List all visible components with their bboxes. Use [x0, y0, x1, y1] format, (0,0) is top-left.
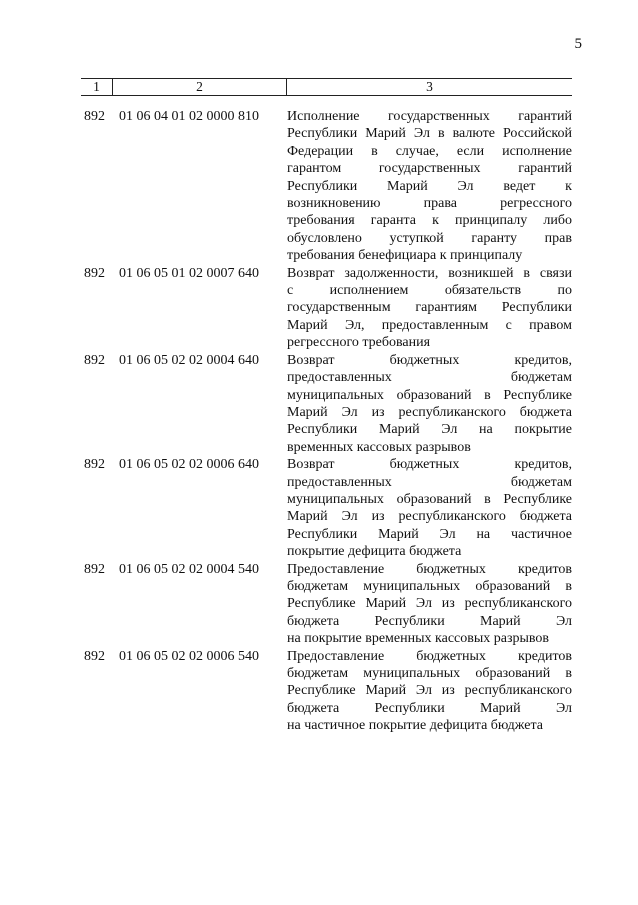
description-line: бюджета Республики Марий Эл [287, 613, 572, 629]
description-line: предоставленных бюджетам [287, 474, 572, 490]
description-line: Республики Марий Эл на покрытие [287, 422, 572, 438]
description-line: предоставленных бюджетам [287, 370, 572, 386]
table-body [81, 108, 572, 735]
description-line: Республике Марий Эл из республиканского [287, 596, 572, 612]
description-cell [287, 648, 572, 735]
description-line: Республики Марий Эл в валюте Российской [287, 126, 572, 142]
admin-code-cell: 892 [84, 109, 105, 124]
description-cell [287, 352, 572, 456]
description-line: бюджета Республики Марий Эл [287, 700, 572, 716]
budget-code-cell: 01 06 05 02 02 0004 640 [119, 352, 259, 368]
description-line: обусловлено уступкой гаранту прав [287, 230, 572, 246]
description-line: возникновению права регрессного [287, 196, 572, 212]
description-line: государственным гарантиям Республики [287, 300, 572, 316]
description-cell [287, 561, 572, 648]
table-row [81, 265, 572, 352]
description-line: Возврат бюджетных кредитов, [287, 352, 572, 368]
description-line: Предоставление бюджетных кредитов [287, 648, 572, 664]
page-number: 5 [574, 36, 582, 52]
description-line: Марий Эл из республиканского бюджета [287, 404, 572, 420]
admin-code-cell: 892 [84, 457, 105, 473]
description-line: на частичное покрытие дефицита бюджета [287, 718, 543, 734]
description-line: Возврат задолженности, возникшей в связи [287, 265, 572, 281]
budget-code-cell: 01 06 05 01 02 0007 640 [119, 265, 259, 281]
table-row [81, 108, 572, 265]
description-line: Марий Эл, предоставленным с правом [287, 317, 572, 333]
column-header-3: 3 [426, 79, 433, 94]
admin-code-cell: 892 [84, 352, 105, 368]
column-header-2: 2 [113, 79, 287, 95]
description-line: Федерации в случае, если исполнение [287, 143, 572, 159]
description-line: бюджетам муниципальных образований в [287, 578, 572, 594]
table-row [81, 648, 572, 735]
column-header-1: 1 [81, 79, 113, 95]
description-cell [287, 108, 572, 265]
description-line: Марий Эл из республиканского бюджета [287, 509, 572, 525]
table-row [81, 561, 572, 648]
budget-code-cell: 01 06 05 02 02 0006 640 [119, 457, 259, 473]
description-line: бюджетам муниципальных образований в [287, 666, 572, 681]
admin-code-cell: 892 [84, 265, 105, 281]
description-line: на покрытие временных кассовых разрывов [287, 631, 550, 647]
description-line: регрессного требования [287, 335, 431, 351]
admin-code-cell: 892 [84, 561, 105, 577]
table-row [81, 456, 572, 560]
budget-code-cell: 01 06 05 02 02 0004 540 [119, 561, 259, 577]
table-header [81, 78, 572, 96]
description-line: Республике Марий Эл из республиканского [287, 683, 572, 699]
description-line: Возврат бюджетных кредитов, [287, 457, 572, 473]
budget-code-cell: 01 06 04 01 02 0000 810 [119, 109, 259, 124]
description-line: с исполнением обязательств по [287, 283, 572, 299]
description-line: Республики Марий Эл ведет к [287, 178, 572, 194]
description-line: гарантом государственных гарантий [287, 161, 572, 177]
description-line: покрытие дефицита бюджета [287, 544, 462, 560]
table-row [81, 352, 572, 456]
description-line: Предоставление бюджетных кредитов [287, 561, 572, 577]
description-line: Исполнение государственных гарантий [287, 109, 572, 124]
description-line: временных кассовых разрывов [287, 439, 471, 455]
description-cell [287, 456, 572, 560]
description-line: требования бенефициара к принципалу [287, 248, 523, 264]
description-cell [287, 265, 572, 352]
description-line: муниципальных образований в Республике [287, 387, 572, 403]
budget-code-cell: 01 06 05 02 02 0006 540 [119, 648, 259, 664]
description-line: муниципальных образований в Республике [287, 491, 572, 507]
description-line: Республики Марий Эл на частичное [287, 526, 572, 542]
description-line: требования гаранта к принципалу либо [287, 213, 572, 229]
admin-code-cell: 892 [84, 648, 105, 664]
